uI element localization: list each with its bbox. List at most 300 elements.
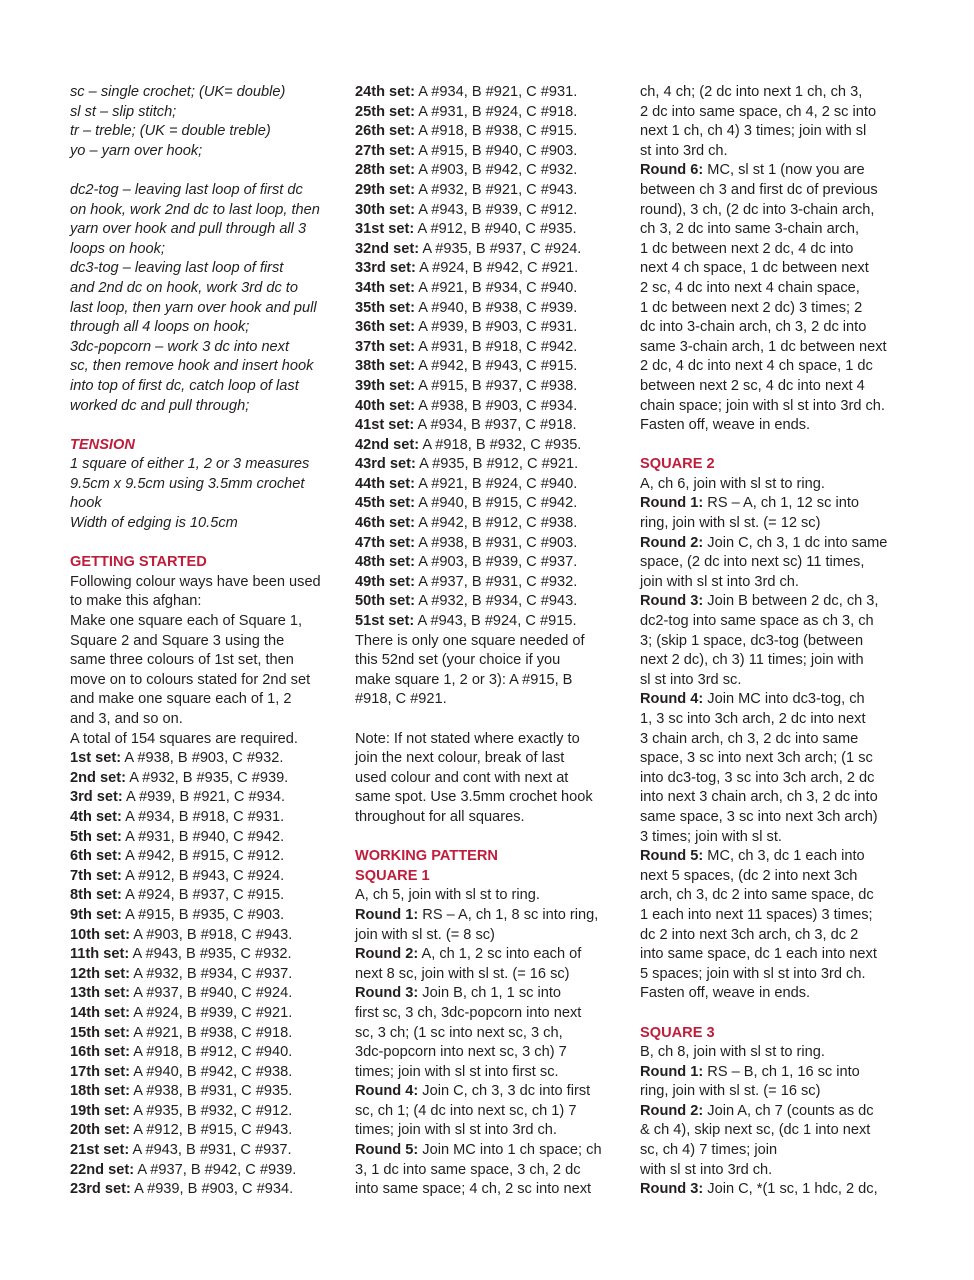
line-text: A #915, B #937, C #938.	[415, 377, 578, 394]
body-line: sl st into 3rd sc.	[640, 671, 742, 688]
labeled-line	[70, 1141, 338, 1161]
line-text: A #937, B #942, C #939.	[134, 1161, 297, 1178]
labeled-line	[70, 847, 338, 867]
labeled-line	[640, 1102, 908, 1122]
line-text: MC, sl st 1 (now you are	[703, 162, 865, 179]
abbreviation-line: 9.5cm x 9.5cm using 3.5mm crochet	[70, 475, 305, 492]
labeled-line	[70, 1024, 338, 1044]
body-line: dc 2 into next 3ch arch, ch 3, dc 2	[640, 926, 859, 943]
labeled-line	[355, 945, 623, 965]
line-label: 1st set:	[70, 750, 122, 767]
body-line: between ch 3 and first dc of previous	[640, 181, 878, 198]
abbreviation-line: dc3-tog – leaving last loop of first	[70, 260, 284, 277]
labeled-line	[355, 534, 623, 554]
labeled-line	[640, 534, 908, 554]
body-line: and make one square each of 1, 2	[70, 691, 292, 708]
line-text: A #918, B #938, C #915.	[415, 123, 578, 140]
line-text: A #934, B #937, C #918.	[414, 417, 577, 434]
line-label: 23rd set:	[70, 1181, 131, 1198]
line-label: 25th set:	[355, 103, 416, 120]
line-label: 39th set:	[355, 377, 416, 394]
body-line: Fasten off, weave in ends.	[640, 985, 811, 1002]
section-heading: TENSION	[70, 436, 135, 453]
labeled-line	[355, 377, 623, 397]
line-text: A #935, B #932, C #912.	[130, 1102, 293, 1119]
labeled-line	[355, 142, 623, 162]
line-text: Join C, ch 3, 1 dc into same	[703, 534, 888, 551]
line-text: A #939, B #903, C #934.	[130, 1181, 294, 1198]
line-text: A #935, B #937, C #924.	[419, 240, 582, 257]
line-label: Round 3:	[640, 1181, 704, 1198]
abbreviation-line: yarn over hook and pull through all 3	[70, 221, 307, 238]
labeled-line	[640, 690, 908, 710]
labeled-line	[70, 984, 338, 1004]
abbreviation-line: sl st – slip stitch;	[70, 103, 177, 120]
body-line: 2 dc into same space, ch 4, 2 sc into	[640, 103, 877, 120]
line-text: A #940, B #942, C #938.	[130, 1063, 293, 1080]
line-text: A #912, B #915, C #943.	[130, 1122, 293, 1139]
line-label: 9th set:	[70, 906, 122, 923]
body-line: st into 3rd ch.	[640, 142, 728, 159]
section-heading: SQUARE 2	[640, 456, 715, 473]
line-label: 37th set:	[355, 338, 416, 355]
body-line: times; join with sl st into 3rd ch.	[355, 1122, 557, 1139]
line-text: Join C, ch 3, 3 dc into first	[418, 1083, 591, 1100]
abbreviation-line: worked dc and pull through;	[70, 397, 250, 414]
line-text: A #932, B #921, C #943.	[415, 181, 578, 198]
line-text: A #942, B #915, C #912.	[121, 848, 285, 865]
column-2	[355, 83, 623, 1200]
line-label: 43rd set:	[355, 456, 416, 473]
line-text: A #915, B #935, C #903.	[121, 906, 285, 923]
body-line: to make this afghan:	[70, 593, 202, 610]
labeled-line	[70, 1180, 338, 1200]
line-label: 3rd set:	[70, 789, 123, 806]
body-line: 3dc-popcorn into next sc, 3 ch) 7	[355, 1044, 567, 1061]
body-line: 1 dc between next 2 dc, 4 dc into	[640, 240, 854, 257]
labeled-line	[355, 592, 623, 612]
body-line: times; join with sl st into first sc.	[355, 1063, 559, 1080]
labeled-line	[355, 338, 623, 358]
line-label: 51st set:	[355, 613, 415, 630]
line-text: A #903, B #918, C #943.	[130, 926, 293, 943]
line-text: Join MC into dc3-tog, ch	[703, 691, 865, 708]
labeled-line	[355, 455, 623, 475]
line-label: 47th set:	[355, 534, 416, 551]
abbreviation-line: Width of edging is 10.5cm	[70, 515, 238, 532]
body-line: sc, 3 ch; (1 sc into next sc, 3 ch,	[355, 1024, 563, 1041]
labeled-line	[640, 1180, 908, 1200]
abbreviation-line: through all 4 loops on hook;	[70, 319, 250, 336]
line-text: A #934, B #918, C #931.	[121, 808, 285, 825]
line-label: Round 6:	[640, 162, 704, 179]
labeled-line	[70, 828, 338, 848]
line-text: A #931, B #924, C #918.	[415, 103, 578, 120]
line-text: A #934, B #921, C #931.	[415, 84, 578, 100]
body-line: A, ch 6, join with sl st to ring.	[640, 475, 825, 492]
body-line: Square 2 and Square 3 using the	[70, 632, 285, 649]
labeled-line	[70, 1063, 338, 1083]
body-line: ring, join with sl st. (= 16 sc)	[640, 1083, 821, 1100]
body-line: same space, 3 sc into next 3ch arch)	[640, 808, 878, 825]
body-line: sc, ch 1; (4 dc into next sc, ch 1) 7	[355, 1102, 577, 1119]
body-line: 3 chain arch, ch 3, 2 dc into same	[640, 730, 859, 747]
abbreviation-line: dc2-tog – leaving last loop of first dc	[70, 181, 303, 198]
labeled-line	[70, 906, 338, 926]
body-line: first sc, 3 ch, 3dc-popcorn into next	[355, 1004, 582, 1021]
labeled-line	[640, 161, 908, 181]
labeled-line	[70, 886, 338, 906]
line-label: 50th set:	[355, 593, 416, 610]
line-label: 44th set:	[355, 475, 416, 492]
body-line: space, (2 dc into next sc) 11 times,	[640, 554, 865, 571]
labeled-line	[70, 945, 338, 965]
line-text: A #915, B #940, C #903.	[415, 142, 578, 159]
abbreviation-line: tr – treble; (UK = double treble)	[70, 123, 271, 140]
labeled-line	[70, 965, 338, 985]
line-text: A #921, B #938, C #918.	[130, 1024, 293, 1041]
body-line: & ch 4), skip next sc, (dc 1 into next	[640, 1122, 871, 1139]
line-label: 8th set:	[70, 887, 122, 904]
line-label: 40th set:	[355, 397, 416, 414]
labeled-line	[355, 201, 623, 221]
spacer	[70, 534, 338, 554]
body-line: into dc3-tog, 3 sc into 3ch arch, 2 dc	[640, 769, 875, 786]
labeled-line	[70, 769, 338, 789]
body-line: B, ch 8, join with sl st to ring.	[640, 1044, 825, 1061]
line-text: A #943, B #935, C #932.	[129, 946, 292, 963]
spacer	[70, 416, 338, 436]
line-label: 10th set:	[70, 926, 131, 943]
abbreviation-line: 1 square of either 1, 2 or 3 measures	[70, 456, 310, 473]
body-line: this 52nd set (your choice if you	[355, 652, 561, 669]
body-line: space, 3 sc into next 3ch arch; (1 sc	[640, 750, 873, 767]
line-label: 36th set:	[355, 319, 416, 336]
line-label: 29th set:	[355, 181, 416, 198]
body-line: join with sl st. (= 8 sc)	[355, 926, 495, 943]
labeled-line	[355, 161, 623, 181]
body-line: move on to colours stated for 2nd set	[70, 671, 311, 688]
body-line: ch, 4 ch; (2 dc into next 1 ch, ch 3,	[640, 84, 863, 100]
line-text: A #921, B #934, C #940.	[415, 279, 578, 296]
line-text: A #912, B #943, C #924.	[121, 867, 285, 884]
line-label: 14th set:	[70, 1004, 131, 1021]
body-line: Note: If not stated where exactly to	[355, 730, 580, 747]
line-label: 19th set:	[70, 1102, 131, 1119]
line-text: A #938, B #903, C #932.	[121, 750, 284, 767]
line-text: RS – B, ch 1, 16 sc into	[703, 1063, 860, 1080]
line-text: MC, ch 3, dc 1 each into	[703, 848, 865, 865]
labeled-line	[640, 847, 908, 867]
body-line: next 4 ch space, 1 dc between next	[640, 260, 869, 277]
line-label: 49th set:	[355, 573, 416, 590]
labeled-line	[355, 906, 623, 926]
line-label: 2nd set:	[70, 769, 126, 786]
body-line: sc, ch 4) 7 times; join	[640, 1142, 778, 1159]
body-line: join the next colour, break of last	[355, 750, 565, 767]
labeled-line	[70, 926, 338, 946]
body-line: 1 dc between next 2 dc) 3 times; 2	[640, 299, 863, 316]
line-label: Round 1:	[640, 495, 704, 512]
line-label: 45th set:	[355, 495, 416, 512]
spacer	[355, 828, 623, 848]
labeled-line	[70, 1004, 338, 1024]
labeled-line	[355, 416, 623, 436]
abbreviation-line: loops on hook;	[70, 240, 165, 257]
line-label: 38th set:	[355, 358, 416, 375]
labeled-line	[70, 1102, 338, 1122]
line-label: Round 5:	[355, 1142, 419, 1159]
line-text: A #935, B #912, C #921.	[415, 456, 579, 473]
line-text: RS – A, ch 1, 12 sc into	[703, 495, 859, 512]
labeled-line	[640, 592, 908, 612]
abbreviation-line: hook	[70, 495, 102, 512]
body-line: into next 3 chain arch, ch 3, 2 dc into	[640, 789, 878, 806]
abbreviation-line: on hook, work 2nd dc to last loop, then	[70, 201, 320, 218]
line-label: 41st set:	[355, 417, 415, 434]
body-line: next 8 sc, join with sl st. (= 16 sc)	[355, 965, 570, 982]
line-text: A #943, B #931, C #937.	[129, 1142, 292, 1159]
line-text: A, ch 1, 2 sc into each of	[418, 946, 582, 963]
line-label: 18th set:	[70, 1083, 131, 1100]
line-label: 13th set:	[70, 985, 131, 1002]
section-heading: SQUARE 1	[355, 867, 430, 884]
body-line: used colour and cont with next at	[355, 769, 569, 786]
line-label: 24th set:	[355, 84, 416, 100]
line-label: 48th set:	[355, 554, 416, 571]
body-line: Fasten off, weave in ends.	[640, 417, 811, 434]
line-text: A #939, B #903, C #931.	[415, 319, 578, 336]
body-line: A total of 154 squares are required.	[70, 730, 298, 747]
line-label: 31st set:	[355, 221, 415, 238]
spacer	[640, 1004, 908, 1024]
line-text: A #903, B #939, C #937.	[415, 554, 578, 571]
labeled-line	[70, 808, 338, 828]
line-label: 21st set:	[70, 1142, 130, 1159]
labeled-line	[355, 1082, 623, 1102]
body-line: #918, C #921.	[355, 691, 447, 708]
body-line: 1, 3 sc into 3ch arch, 2 dc into next	[640, 711, 866, 727]
body-line: 3, 1 dc into same space, 3 ch, 2 dc	[355, 1161, 581, 1178]
section-heading: GETTING STARTED	[70, 554, 207, 571]
line-text: A #912, B #940, C #935.	[414, 221, 577, 238]
labeled-line	[355, 553, 623, 573]
labeled-line	[70, 1043, 338, 1063]
body-line: A, ch 5, join with sl st to ring.	[355, 887, 540, 904]
labeled-line	[355, 299, 623, 319]
body-line: make square 1, 2 or 3): A #915, B	[355, 671, 573, 688]
line-text: A #943, B #939, C #912.	[415, 201, 578, 218]
body-line: ch 3, 2 dc into same 3-chain arch,	[640, 221, 860, 238]
line-label: 46th set:	[355, 515, 416, 532]
line-text: A #938, B #931, C #903.	[415, 534, 578, 551]
line-label: 11th set:	[70, 946, 130, 963]
body-line: arch, ch 3, dc 2 into same space, dc	[640, 887, 874, 904]
body-line: and 3, and so on.	[70, 711, 183, 727]
line-text: A #939, B #921, C #934.	[122, 789, 286, 806]
body-line: throughout for all squares.	[355, 808, 525, 825]
body-line: Make one square each of Square 1,	[70, 613, 303, 630]
line-text: RS – A, ch 1, 8 sc into ring,	[418, 906, 599, 923]
labeled-line	[355, 436, 623, 456]
line-label: Round 4:	[355, 1083, 419, 1100]
column-3	[640, 83, 908, 1200]
body-line: join with sl st into 3rd ch.	[640, 573, 799, 590]
line-label: Round 1:	[640, 1063, 704, 1080]
body-line: Following colour ways have been used	[70, 573, 321, 590]
line-text: A #937, B #940, C #924.	[130, 985, 293, 1002]
line-label: 12th set:	[70, 965, 131, 982]
labeled-line	[355, 181, 623, 201]
abbreviation-line: last loop, then yarn over hook and pull	[70, 299, 317, 316]
body-line: same spot. Use 3.5mm crochet hook	[355, 789, 593, 806]
spacer	[640, 436, 908, 456]
line-text: A #940, B #938, C #939.	[415, 299, 578, 316]
line-label: 26th set:	[355, 123, 416, 140]
line-text: A #932, B #935, C #939.	[125, 769, 289, 786]
body-line: next 2 dc), ch 3) 11 times; join with	[640, 652, 864, 669]
line-label: 42nd set:	[355, 436, 420, 453]
body-line: 2 dc, 4 dc into next 4 ch space, 1 dc	[640, 358, 873, 375]
line-text: A #942, B #912, C #938.	[415, 515, 578, 532]
line-label: 17th set:	[70, 1063, 131, 1080]
line-label: 34th set:	[355, 279, 416, 296]
labeled-line	[355, 397, 623, 417]
line-text: A #924, B #939, C #921.	[130, 1004, 293, 1021]
labeled-line	[640, 1063, 908, 1083]
line-text: A #918, B #912, C #940.	[130, 1044, 293, 1061]
line-text: A #931, B #918, C #942.	[415, 338, 578, 355]
line-label: 20th set:	[70, 1122, 131, 1139]
line-label: Round 2:	[640, 534, 704, 551]
line-label: 27th set:	[355, 142, 416, 159]
labeled-line	[355, 475, 623, 495]
labeled-line	[355, 514, 623, 534]
labeled-line	[355, 494, 623, 514]
body-line: with sl st into 3rd ch.	[640, 1161, 773, 1178]
line-label: 15th set:	[70, 1024, 131, 1041]
body-line: chain space; join with sl st into 3rd ch.	[640, 397, 885, 414]
body-line: same three colours of 1st set, then	[70, 652, 294, 669]
line-label: 5th set:	[70, 828, 122, 845]
labeled-line	[640, 494, 908, 514]
line-label: Round 2:	[355, 946, 419, 963]
spacer	[355, 710, 623, 730]
line-text: A #903, B #942, C #932.	[415, 162, 578, 179]
labeled-line	[355, 103, 623, 123]
abbreviation-line: into top of first dc, catch loop of last	[70, 377, 299, 394]
line-text: A #938, B #903, C #934.	[415, 397, 578, 414]
line-text: A #937, B #931, C #932.	[415, 573, 578, 590]
body-line: round), 3 ch, (2 dc into 3-chain arch,	[640, 201, 875, 218]
line-text: A #931, B #940, C #942.	[121, 828, 285, 845]
body-line: 2 sc, 4 dc into next 4 chain space,	[640, 279, 860, 296]
line-text: A #918, B #932, C #935.	[419, 436, 582, 453]
body-line: same 3-chain arch, 1 dc between next	[640, 338, 887, 355]
line-label: Round 5:	[640, 848, 704, 865]
section-heading: SQUARE 3	[640, 1024, 715, 1041]
labeled-line	[355, 259, 623, 279]
labeled-line	[70, 1082, 338, 1102]
body-line: There is only one square needed of	[355, 632, 585, 649]
body-line: next 1 ch, ch 4) 3 times; join with sl	[640, 123, 867, 140]
labeled-line	[355, 220, 623, 240]
body-line: 3 times; join with sl st.	[640, 828, 782, 845]
column-1	[70, 83, 338, 1200]
line-label: Round 3:	[640, 593, 704, 610]
body-line: dc2-tog into same space as ch 3, ch	[640, 613, 874, 630]
line-label: 6th set:	[70, 848, 122, 865]
section-heading: WORKING PATTERN	[355, 848, 498, 865]
labeled-line	[355, 612, 623, 632]
body-line: into same space; 4 ch, 2 sc into next	[355, 1181, 592, 1198]
labeled-line	[70, 749, 338, 769]
line-label: Round 2:	[640, 1102, 704, 1119]
labeled-line	[355, 83, 623, 103]
body-line: 5 spaces; join with sl st into 3rd ch.	[640, 965, 866, 982]
body-line: 3; (skip 1 space, dc3-tog (between	[640, 632, 864, 649]
labeled-line	[355, 573, 623, 593]
line-text: Join MC into 1 ch space; ch	[418, 1142, 602, 1159]
body-line: 1 each into next 11 spaces) 3 times;	[640, 906, 873, 923]
labeled-line	[70, 1121, 338, 1141]
labeled-line	[355, 122, 623, 142]
line-text: A #924, B #942, C #921.	[415, 260, 579, 277]
line-text: Join A, ch 7 (counts as dc	[703, 1102, 874, 1119]
line-label: 35th set:	[355, 299, 416, 316]
labeled-line	[355, 279, 623, 299]
labeled-line	[355, 984, 623, 1004]
line-text: A #924, B #937, C #915.	[121, 887, 285, 904]
line-label: 4th set:	[70, 808, 122, 825]
abbreviation-line: sc – single crochet; (UK= double)	[70, 84, 286, 100]
line-text: Join C, *(1 sc, 1 hdc, 2 dc,	[703, 1181, 878, 1198]
labeled-line	[355, 1141, 623, 1161]
line-label: Round 3:	[355, 985, 419, 1002]
abbreviation-line: and 2nd dc on hook, work 3rd dc to	[70, 279, 298, 296]
line-text: A #942, B #943, C #915.	[415, 358, 578, 375]
line-label: 7th set:	[70, 867, 122, 884]
line-text: A #943, B #924, C #915.	[414, 613, 577, 630]
line-label: Round 4:	[640, 691, 704, 708]
labeled-line	[355, 357, 623, 377]
line-text: A #938, B #931, C #935.	[130, 1083, 293, 1100]
line-label: 32nd set:	[355, 240, 420, 257]
body-line: into same space, dc 1 each into next	[640, 946, 877, 963]
spacer	[70, 161, 338, 181]
line-text: Join B between 2 dc, ch 3,	[703, 593, 879, 610]
line-label: 22nd set:	[70, 1161, 135, 1178]
line-text: Join B, ch 1, 1 sc into	[418, 985, 562, 1002]
line-text: A #921, B #924, C #940.	[415, 475, 578, 492]
line-label: 30th set:	[355, 201, 416, 218]
labeled-line	[70, 788, 338, 808]
body-line: dc into 3-chain arch, ch 3, 2 dc into	[640, 319, 867, 336]
line-text: A #932, B #934, C #943.	[415, 593, 578, 610]
labeled-line	[70, 1161, 338, 1181]
labeled-line	[355, 318, 623, 338]
abbreviation-line: yo – yarn over hook;	[70, 142, 203, 159]
labeled-line	[355, 240, 623, 260]
body-line: between next 2 sc, 4 dc into next 4	[640, 377, 865, 394]
labeled-line	[70, 867, 338, 887]
abbreviation-line: 3dc-popcorn – work 3 dc into next	[70, 338, 290, 355]
line-text: A #932, B #934, C #937.	[130, 965, 293, 982]
line-label: 28th set:	[355, 162, 416, 179]
line-label: 33rd set:	[355, 260, 416, 277]
line-label: 16th set:	[70, 1044, 131, 1061]
body-line: ring, join with sl st. (= 12 sc)	[640, 515, 821, 532]
